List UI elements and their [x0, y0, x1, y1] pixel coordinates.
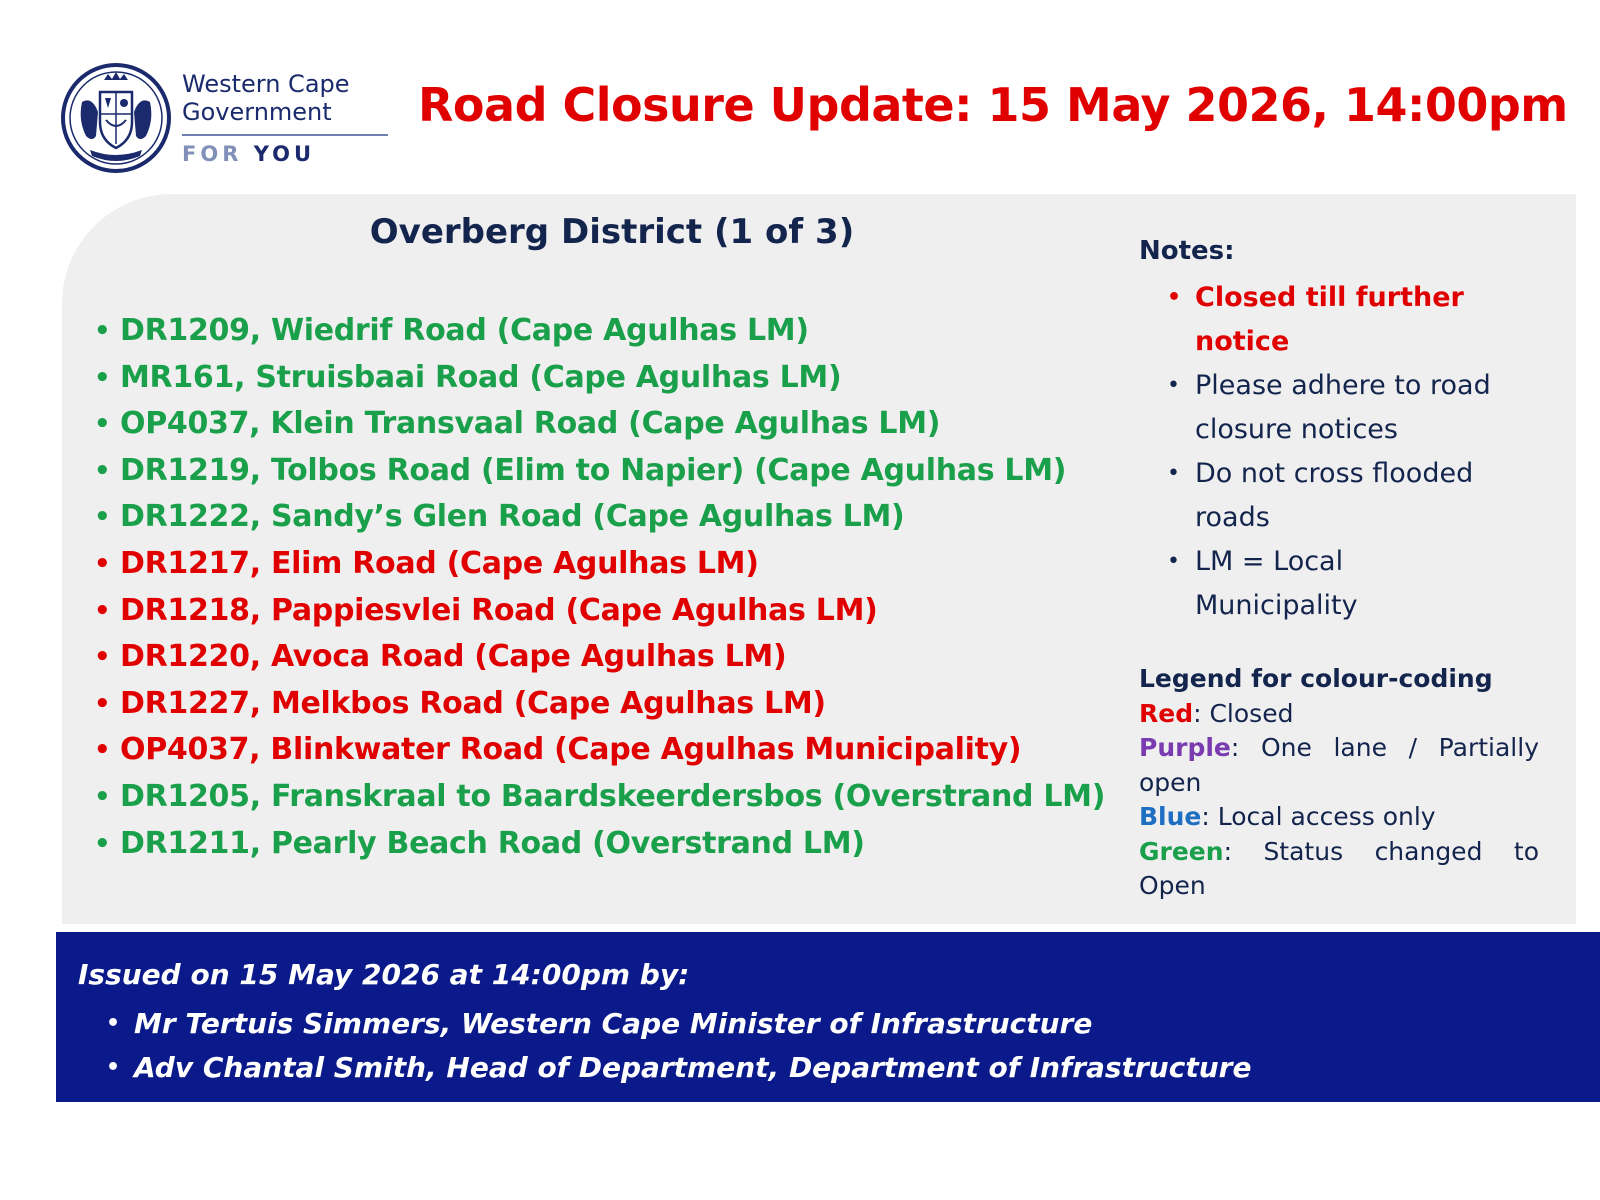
- legend-label: Red: [1139, 698, 1194, 728]
- legend-description: : Closed: [1193, 698, 1294, 728]
- note-item: [1167, 276, 1539, 364]
- road-item-text: DR1205, Franskraal to Baardskeerdersbos (Overstrand LM): [120, 778, 1106, 814]
- legend-section: [1139, 662, 1539, 904]
- legend-row: [1139, 731, 1539, 800]
- logo-line-1: Western Cape: [182, 70, 350, 98]
- legend-row: [1139, 800, 1539, 835]
- road-item-text: DR1222, Sandy’s Glen Road (Cape Agulhas LM): [120, 499, 905, 535]
- content-panel: [62, 194, 1576, 924]
- logo-wordmark: [182, 70, 392, 166]
- road-item-text: DR1220, Avoca Road (Cape Agulhas LM): [120, 639, 787, 675]
- logo-tagline: [182, 142, 392, 166]
- issuer-list: [106, 1002, 1251, 1090]
- note-line-1: Do not cross flooded: [1195, 458, 1474, 489]
- road-item: [90, 359, 1105, 406]
- road-item-text: DR1211, Pearly Beach Road (Overstrand LM): [120, 825, 865, 861]
- bullet-dot-icon: •: [106, 1011, 121, 1036]
- road-item-text: DR1219, Tolbos Road (Elim to Napier) (Cape Agulhas LM): [120, 452, 1067, 488]
- note-line-2: roads: [1195, 502, 1270, 533]
- logo-tag-for: FOR: [182, 142, 243, 166]
- bullet-dot-icon: •: [106, 1055, 121, 1080]
- issued-by-footer: [56, 932, 1600, 1102]
- notes-title: Notes:: [1139, 236, 1235, 266]
- issuer-item: [106, 1002, 1251, 1046]
- road-item-text: OP4037, Klein Transvaal Road (Cape Agulhas LM): [120, 406, 941, 442]
- note-line-1: Please adhere to road: [1195, 370, 1491, 401]
- bullet-dot-icon: •: [94, 362, 111, 393]
- bullet-dot-icon: •: [94, 548, 111, 579]
- coat-of-arms-icon: [60, 62, 172, 174]
- note-item: [1167, 364, 1539, 452]
- road-item: [90, 592, 1105, 639]
- issuer-name: Mr Tertuis Simmers, Western Cape Minister of Infrastructure: [134, 1007, 1093, 1040]
- bullet-dot-icon: •: [1167, 373, 1180, 398]
- legend-label: Green: [1139, 836, 1224, 866]
- bullet-dot-icon: •: [1167, 549, 1180, 574]
- bullet-dot-icon: •: [94, 828, 111, 859]
- road-item-text: OP4037, Blinkwater Road (Cape Agulhas Municipality): [120, 732, 1022, 768]
- bullet-dot-icon: •: [94, 502, 111, 533]
- notes-list: [1139, 276, 1539, 628]
- road-item: [90, 545, 1105, 592]
- road-item: [90, 731, 1105, 778]
- road-item: [90, 825, 1105, 872]
- legend-label: Purple: [1139, 733, 1231, 762]
- note-line-1: LM = Local: [1195, 546, 1344, 577]
- bullet-dot-icon: •: [94, 642, 111, 673]
- road-item-text: DR1218, Pappiesvlei Road (Cape Agulhas LM): [120, 592, 878, 628]
- logo-line-2: Government: [182, 98, 332, 126]
- road-item: [90, 778, 1105, 825]
- note-line-2: notice: [1195, 326, 1290, 357]
- bullet-dot-icon: •: [94, 316, 111, 346]
- bullet-dot-icon: •: [94, 781, 111, 812]
- legend-rows: [1139, 697, 1539, 904]
- legend-description: : Local access only: [1201, 802, 1436, 831]
- page-title: Road Closure Update: 15 May 2026, 14:00pm: [418, 78, 1568, 132]
- road-item-text: MR161, Struisbaai Road (Cape Agulhas LM): [120, 359, 842, 395]
- note-line-2: closure notices: [1195, 414, 1398, 445]
- road-item: [90, 452, 1105, 499]
- road-item-text: DR1209, Wiedrif Road (Cape Agulhas LM): [120, 313, 809, 348]
- legend-label: Blue: [1139, 802, 1202, 831]
- note-item: [1167, 452, 1539, 540]
- legend-row: [1139, 697, 1539, 732]
- road-item: [90, 498, 1105, 545]
- road-item: [90, 685, 1105, 732]
- notes-section: [1139, 234, 1539, 628]
- issuer-item: [106, 1046, 1251, 1090]
- logo-tag-you: YOU: [253, 142, 316, 166]
- issued-statement: Issued on 15 May 2026 at 14:00pm by:: [78, 958, 690, 991]
- road-item: [90, 638, 1105, 685]
- note-line-2: Municipality: [1195, 590, 1358, 621]
- bullet-dot-icon: •: [1167, 461, 1180, 486]
- logo-divider: [182, 134, 388, 136]
- bullet-dot-icon: •: [94, 735, 111, 766]
- bullet-dot-icon: •: [94, 688, 111, 719]
- bullet-dot-icon: •: [94, 455, 111, 486]
- road-item: [90, 405, 1105, 452]
- bullet-dot-icon: •: [1167, 285, 1182, 310]
- district-title: Overberg District (1 of 3): [369, 212, 855, 252]
- legend-description: : One lane / Partially open: [1139, 733, 1539, 797]
- government-logo: [60, 62, 390, 182]
- road-list: [90, 312, 1105, 871]
- legend-description: : Status changed to Open: [1139, 836, 1539, 900]
- note-line-1: Closed till further: [1195, 282, 1464, 313]
- legend-title: Legend for colour-coding: [1139, 664, 1493, 693]
- road-item: [90, 312, 1105, 359]
- bullet-dot-icon: •: [94, 595, 111, 626]
- road-item-text: DR1217, Elim Road (Cape Agulhas LM): [120, 545, 759, 581]
- issuer-name: Adv Chantal Smith, Head of Department, Department of Infrastructure: [134, 1051, 1252, 1084]
- note-item: [1167, 540, 1539, 628]
- legend-row: [1139, 835, 1539, 904]
- road-item-text: DR1227, Melkbos Road (Cape Agulhas LM): [120, 685, 826, 721]
- bullet-dot-icon: •: [94, 409, 111, 440]
